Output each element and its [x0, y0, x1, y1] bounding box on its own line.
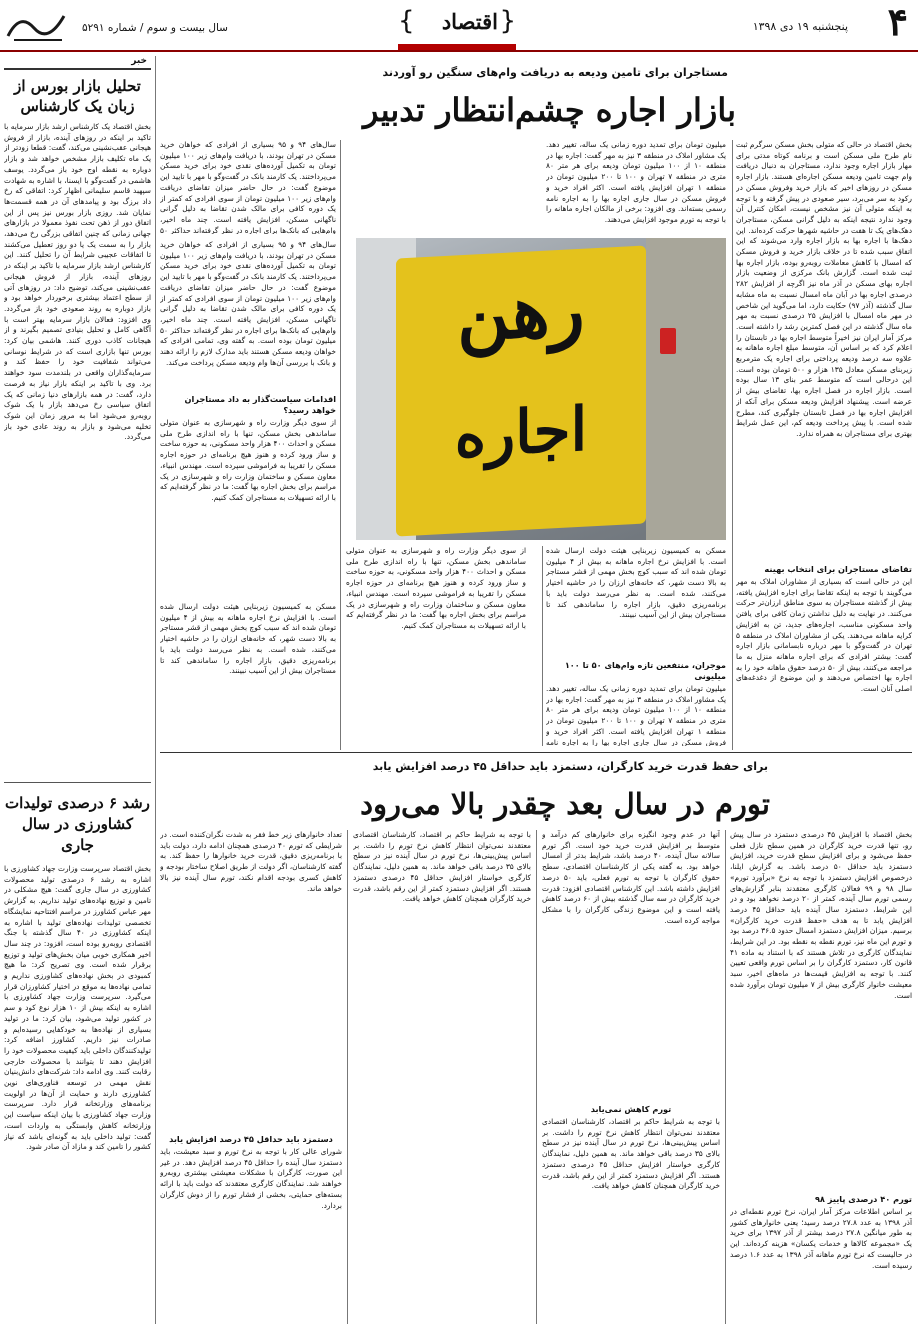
logo: [4, 6, 72, 44]
inflation-col-1-text-b: بر اساس اطلاعات مرکز آمار ایران، نرخ تورم نقطه‌ای در آذر ۱۳۹۸ به عدد ۲۷.۸ درصد رسید؛ یعنی خانوارهای کشور به طور میانگین ۲۷.۸ درصد بیشتر از آذر ۱۳۹۷ برای خرید یک «مجموعه کالاها و خدمات یکسان» هزینه کرده‌اند. این در حالیست که نرخ تورم ماهانه آذر ۱۳۹۸ به عدد ۱.۶ درصد رسیده است.: [730, 1207, 912, 1270]
inflation-col-1-text: بخش اقتصاد با افزایش ۴۵ درصدی دستمزد در سال پیش رو، تنها قدرت خرید کارگران در همین سطح نازل فعلی حفظ می‌شود و برای افزایش سطح قدرت خرید، افزایش دستمزد باید حداقل ۵۰ درصد باشد. به گزارش ایلنا، درخصوص افزایش دستمزد با توجه به نرخ «برآورد تورم» سال ۹۸ و ۹۹ فعالان کارگری معتقدند بنابر گزارش‌های رسمی تورم سال آینده، کمتر از ۲۰ درصد نخواهد بود و در این شرایط، دستمزد سال آینده باید حداقل ۴۵ درصد افزایش یابد تا به هدف «حفظ قدرت خرید کارگران» برسیم. میزان افزایش دستمزد امسال حدود ۳۶.۵ درصد بود و تورم این ماه نیز، تورم نقطه به نقطه بود. در این شرایط، نمایندگان کارگری در تلاش هستند که با استناد به ماده ۴۱ قانون کار، دستمزد کارگران را بر اساس تورم واقعی تعیین کنند. با توجه به افزایش قیمت‌ها در ماه‌های اخیر، سبد معیشت خانوار کارگری بیش از ۷ میلیون تومان برآورد شده است.: [730, 830, 912, 1000]
rent-col-3-top-text: میلیون تومان برای تمدید دوره زمانی یک ساله، تغییر دهد. یک مشاور املاک در منطقه ۳ نیز به مهر گفت: اجاره بها در منطقه ۱۰ از ۱۰۰ میلیون تومان ودیعه برای هر متر ۸۰ متری در منطقه ۷ تهران و ۱۰۰ تا ۲۰۰ میلیون تومان در منطقه ۱ تهران افزایش یافته است. اکثر افراد خرید و فروش مسکن در سال جاری اجاره بها را به اجاره نامه رسمی بسته‌اند. وی افزود: برخی از مالکان اجاره ماهانه را با توجه به تورم موجود افزایش می‌دهند.: [546, 140, 726, 224]
inflation-col-3: [353, 830, 531, 1324]
rent-col-2-mid-text: سال‌های ۹۴ و ۹۵ بسیاری از افرادی که خواهان خرید مسکن در تهران بودند، با دریافت وام‌های زیر ۱۰۰ میلیون تومان به تکمیل آورده‌های نقدی خود برای خرید مسکن می‌پرداختند. یک کارمند بانک در گفت‌وگو با مهر با تایید این موضوع گفت: در حال حاضر میزان تقاضای دریافت وام‌های زیر ۱۰۰ میلیون تومان از سوی افرادی که کمتر از یک دوره کافی برای مالک شدن تقاضا به دلیل گرانی ناگهانی مسکن، افزایش یافته است. چند ماه اخیر، وام‌هایی که بانک‌ها برای اجاره در نظر گرفته‌اند حداکثر ۵۰ میلیون تومان بوده است. به گفته وی، تمامی افرادی که خواهان ودیعه مسکن هستند باید مدارک لازم را ارائه دهند و بانک با بررسی آن‌ها وام ودیعه مسکن پرداخت می‌کند.: [160, 240, 336, 367]
rent-col-2-text-c: مسکن به کمیسیون زیربنایی هیئت دولت ارسال شده است. با افزایش نرخ اجاره ماهانه به بیش از ۴ میلیون تومان شده اند که سبب کوچ بخش مهمی از قشر مستاجر به بالا دست شهر، که خانه‌های ارزان را در حاشیه اختیار می‌کنند، شده است. به نظر می‌رسد دولت باید با برنامه‌ریزی دقیق، بازار اجاره را ساماندهی کند تا مستاجران بیش از این آسیب نبینند.: [160, 602, 336, 676]
issue-date: پنجشنبه ۱۹ دی ۱۳۹۸: [752, 20, 848, 33]
section-bracket-right: {: [499, 6, 516, 36]
rent-col-2-text: سال‌های ۹۴ و ۹۵ بسیاری از افرادی که خواهان خرید مسکن در تهران بودند، با دریافت وام‌های زیر ۱۰۰ میلیون تومان به تکمیل آورده‌های نقدی خود برای خرید مسکن می‌پرداختند. یک کارمند بانک در گفت‌وگو با مهر با تایید این موضوع گفت: در حال حاضر میزان تقاضای دریافت وام‌های زیر ۱۰۰ میلیون تومان از سوی افرادی که کمتر از یک دوره کافی برای مالک شدن تقاضا به دلیل گرانی ناگهانی مسکن، افزایش یافته است. چند ماه اخیر، وام‌هایی که بانک‌ها برای اجاره در نظر گرفته‌اند حداکثر ۵۰: [160, 140, 336, 234]
rent-col-divider-3: [542, 546, 543, 746]
left-column: [4, 56, 151, 1324]
left-divider: [4, 782, 151, 783]
agri-article-title: رشد ۶ درصدی تولیدات کشاورزی در سال جاری: [5, 794, 150, 854]
left-column-divider: [155, 56, 156, 1324]
rent-col-3-bottom: [546, 546, 726, 746]
rent-sign-text-1: رهن: [457, 265, 585, 358]
rent-col-3-subhead: موجران، منتفعین تازه وام‌های ۵۰ تا ۱۰۰ میلیونی: [564, 660, 726, 681]
articles-divider: [160, 752, 912, 753]
inflation-col-divider-2: [536, 830, 537, 1324]
rent-col-4-bottom-text: از سوی دیگر وزارت راه و شهرسازی به عنوان متولی ساماندهی بخش مسکن، تنها با راه اندازی طرح ملی مسکن و احداث ۴۰۰ هزار واحد مسکونی، به حوزه ساخت و ساز ورود کرده و هنوز هیچ برنامه‌ای در حوزه اجاره مسکن را تقریبا به فراموشی سپرده است. مهندس انبیاء، معاون مسکن و ساختمان وزارت راه و شهرسازی در یک مراسم برای بخش اجاره بها گفت: ما در نظر گرفته‌ایم که با ارائه تسهیلات به مستاجران کمک کنیم.: [346, 546, 526, 630]
inflation-col-2-text: آنها در عدم وجود انگیزه برای خانوارهای کم درآمد و متوسط بر افزایش قدرت خرید خود است. اگر تورم سالانه سال آینده، ۴۰ درصد باشد، شرایط بدتر از امسال خواهد بود. به گفته یکی از کارشناسان اقتصادی، سطح حقوق کارگران با توجه به تورم فعلی، باید ۵۰ درصد افزایش داشته باشد. این کارشناس اقتصادی افزود: قدرت خرید کارگران در سه سال گذشته بیش از ۶۰ درصد کاهش یافته است و این موضوع زندگی کارگران را با مشکل مواجه کرده است.: [542, 830, 720, 925]
inflation-col-divider-1: [725, 830, 726, 1324]
rent-col-2-text-b: از سوی دیگر وزارت راه و شهرسازی به عنوان متولی ساماندهی بخش مسکن، تنها با راه اندازی طرح ملی مسکن و احداث ۴۰۰ هزار واحد مسکونی، به حوزه ساخت و ساز ورود کرده و هنوز هیچ برنامه‌ای در حوزه اجاره مسکن را تقریبا به فراموشی سپرده است. مهندس انبیاء، معاون مسکن و ساختمان وزارت راه و شهرسازی در یک مراسم برای بخش اجاره بها گفت: ما در نظر گرفته‌ایم که با ارائه تسهیلات به مستاجران کمک کنیم.: [160, 418, 336, 502]
agri-article-body: بخش اقتصاد سرپرست وزارت جهاد کشاورزی با اشاره به رشد ۶ درصدی تولید محصولات کشاورزی در سال جاری گفت: هیچ مشکلی در تامین و توزیع نهاده‌های تولید نداریم. به گزارش مهر عباس کشاورز در مراسم افتتاحیه نمایشگاه تخصصی تولیدات نهاده‌های تولید با اشاره به اینکه کشاورزی در ۴۰ سال گذشته با جنگ اقتصادی روبه‌رو بوده است، افزود: در چند سال اخیر همکاری خوبی میان بخش‌های تولید و توزیع برقرار شده است. وی تصریح کرد: ما هیچ کمبودی در بخش نهاده‌های کشاورزی نداریم و تمامی نهاده‌ها به موقع در اختیار کشاورزان قرار می‌گیرد. سرپرست وزارت جهاد کشاورزی با اشاره به اینکه بیش از ۱۰ هزار نوع کود و سم در کشور تولید می‌شود، بیان کرد: ما در تولید بسیاری از نهاده‌ها به خودکفایی رسیده‌ایم و صادرات نیز داریم. کشاورز اضافه کرد: تولیدکنندگان داخلی باید کیفیت محصولات خود را افزایش دهند تا بتوانند با محصولات خارجی رقابت کنند. وی ادامه داد: شرکت‌های دانش‌بنیان نقش مهمی در توسعه فناوری‌های نوین کشاورزی دارند و حمایت از آن‌ها در اولویت برنامه‌های وزارتخانه قرار دارد. سرپرست وزارت جهاد کشاورزی با بیان اینکه سیاست این وزارتخانه کاهش وابستگی به واردات است، گفت: تولید داخلی باید به گونه‌ای باشد که نیاز کشور را تامین کند و مازاد آن صادر شود.: [4, 864, 151, 1152]
page-number: ۴: [887, 0, 908, 44]
rent-col-3-bottom-text: مسکن به کمیسیون زیربنایی هیئت دولت ارسال شده است. با افزایش نرخ اجاره ماهانه به بیش از ۴ میلیون تومان شده اند که سبب کوچ بخش مهمی از قشر مستاجر به بالا دست شهر، که خانه‌های ارزان را در حاشیه اختیار می‌کنند، شده است. به نظر می‌رسد دولت باید با برنامه‌ریزی دقیق، بازار اجاره را ساماندهی کند تا مستاجران بیش از این آسیب نبینند.: [546, 546, 726, 620]
bourse-article-title: تحلیل بازار بورس از زبان یک کارشناس: [14, 77, 141, 115]
inflation-col-divider-3: [347, 830, 348, 1324]
inflation-col-2: [542, 830, 720, 1324]
rent-col-2-mid: [160, 240, 336, 745]
bourse-article-body: بخش اقتصاد یک کارشناس ارشد بازار سرمایه با تاکید بر اینکه در روزهای آینده، بازار از فروش هیجانی عقب‌نشینی می‌کند، گفت: قطعا زودتر از یک ماه تکلیف بازار مشخص خواهد شد و بازار دوباره به نقطه اوج خود باز می‌گردد. یوسف هاشمی در گفت‌وگو با ایسنا، با اشاره به شهادت سپهبد قاسم سلیمانی اظهار کرد: اتفاقی که رخ داد برزگ بود و پیامدهای آن در همه قسمت‌ها نمایان شد. روزی بازار بورس نیز پس از این اتفاق دور از ذهن تحت نفوذ معمولا در بازارهای جهانی زمانی که چنین اتفاقی بزرگی رخ می‌دهد، بازار را به سمت یک یا دو روز تعطیل می‌کشند تا اتفاقات عجیبی شرایط آن را تحلیل کنند. این کارشناس ارشد بازار سرمایه با تاکید بر اینکه در روزهای آینده، بازار از فروش هیجانی عقب‌نشینی می‌کند، توضیح داد: در روزهای آتی از سطح اعتماد بیشتری برخوردار خواهد بود و بازار دوباره به روند صعودی خود باز می‌گردد. وی افزود: فعالان بازار سرمایه بهتر است با آگاهی کامل و تحلیل بنیادی تصمیم بگیرند و از هیجانات کاذب دوری کنند. هاشمی بیان کرد: بورس تنها بازاری است که در شرایط نوسانی می‌تواند شفافیت خود را حفظ کند و سرمایه‌گذاران واقعی در بلندمدت سود خواهند برد. وی با تاکید بر اینکه بازار نیاز به فرصت دارد، گفت: در همه بازارهای دنیا زمانی که یک اتفاق سیاسی رخ می‌دهد بازار با یک شوک روبه‌رو می‌شود اما به مرور زمان این شوک تخلیه می‌شود و بازار به روند عادی خود باز می‌گردد.: [4, 122, 151, 442]
inflation-article-kicker: برای حفظ قدرت خرید کارگران، دستمزد باید حداقل ۴۵ درصد افزایش یابد: [372, 760, 768, 773]
rent-col-1-text-b: این در حالی است که بسیاری از مشاوران املاک به مهر می‌گویند با توجه به اینکه تقاضا برای اجاره افزایش یافته، بیش از گذشته مستاجران به سوی مناطق ارزان‌تر حرکت می‌کنند. در نهایت به دلیل نداشتن زمان کافی برای یافتن واحد مسکونی مناسب، اجاره‌های جدید، تن به افزایش کرایه ماهانه می‌دهند. یکی از مشاوران املاک در منطقه ۵ تهران در گفت‌وگو با مهر درباره نابسامانی بازار اجاره گفت: بیشتر افرادی که برای اجاره ماهانه منزل به ما مراجعه می‌کنند، بیش از ۵۰ درصد حقوق ماهانه خود را به اجاره بها اختصاص می‌دهند و این موضوع از دغدغه‌های اصلی آنان است.: [736, 577, 912, 694]
inflation-col-4-text: تعداد خانوارهای زیر خط فقر به شدت نگران‌کننده است. در شرایطی که تورم ۴۰ درصدی همچنان ادامه دارد، دولت باید با برنامه‌ریزی دقیق، قدرت خرید خانوارها را حفظ کند. به گفته کارشناسان، اگر دولت از طریق اصلاح ساختار بودجه و کاهش کسری بودجه اقدام نکند، تورم سال آینده نیز بالا خواهد ماند.: [160, 830, 342, 893]
section-underline: [398, 44, 516, 50]
rent-col-2: [160, 140, 336, 234]
rent-col-divider-1: [732, 140, 733, 750]
rent-sign: [396, 245, 646, 536]
issue-number: سال بیست و سوم / شماره ۵۲۹۱: [82, 22, 228, 34]
rent-sign-text-2: اجاره: [454, 394, 588, 472]
rent-photo-fixture: [660, 328, 676, 354]
section-bracket-left: }: [398, 6, 415, 36]
rent-photo-wall-panel: [646, 238, 726, 540]
inflation-col-4-subhead: دستمزد باید حداقل ۴۵ درصد افزایش یابد: [169, 1134, 333, 1144]
rent-photo: [356, 238, 726, 540]
rent-col-2-subhead: اقدامات سیاست‌گذار به داد مستاجران خواهد رسید؟: [184, 394, 336, 415]
section-title: اقتصاد: [441, 9, 498, 34]
rent-col-3-top: [546, 140, 726, 234]
rent-col-1-text: بخش اقتصاد در حالی که متولی بخش مسکن سرگرم ثبت نام طرح ملی مسکن است و برنامه کوتاه مدتی برای مهار بازار اجاره وجود ندارد، مستاجران به دنبال دریافت وام جهت تامین ودیعه مسکن اجاره‌ای هستند. بازار اجاره مسکن در روزهای اخیر که بازار خرید وفروش مسکن در رکود به سر می‌برد، سیر صعودی در پیش گرفته و با توجه به اینکه متولی آن نیز مشخص نیست، امکان کنترل آن وجود ندارد نتیجه اینکه به دلیل گرانی مسکن، مستاجران دهک‌های یک تا هفت در حاشیه شهرها حرکت کرده‌اند. این دهک‌ها با اجاره بها به بازار اجاره وارد می‌شوند که این اتفاق سبب شده تا در خلاف بازار خرید و فروش مسکن که امسال با کاهش معاملات روبه‌رو بوده، بازار اجاره بها ثبت شده است. گزارش بانک مرکزی از وضعیت بازار اجاره بهای مسکن در آذر ماه نیز اگرچه از افزایش ۲۸۲ درصدی اجاره بها در آبان ماه امسال نسبت به ماه مشابه سال گذشته (آذر ۹۷) حکایت دارد، اما می‌گوید این شاخص در مهر ماه امسال با افزایش ۲۵ درصدی نسبت به مهر ماه سال گذشته در این فصل کمترین رشد را داشته است. مرکز آمار ایران نیز اخیراً متوسط اجاره بها در تابستان را اعلام کرد که بر اساس آن، متوسط مبلغ اجاره ماهانه به علاوه سه درصد ودیعه پرداختی برای اجاره یک مترمربع زیربنای مسکن معادل ۱۳۵ هزار و ۵۰۰ تومان بوده است. این درحالی است که متوسط عمر بنای ۱۳ سال بوده است. بازار اجاره در فصل اجاره بها، تقاضای بیش از عرضه است. پیشنهاد افزایش ودیعه مسکن برای آنکه از افزایش اجاره بها در فصل تابستان جلوگیری کند، مطرح شده است. با پیش پرداخت ودیعه کم، این عمل شرایط بهتری برای مستاجران به همراه ندارد.: [736, 140, 912, 438]
logo-mark: [4, 6, 72, 44]
rent-col-4-bottom: [346, 546, 526, 746]
section-header: [398, 6, 516, 40]
rent-col-1: [736, 140, 912, 750]
inflation-col-3-text: با توجه به شرایط حاکم بر اقتصاد، کارشناسان اقتصادی معتقدند نمی‌توان انتظار کاهش نرخ تورم را داشت. بر اساس پیش‌بینی‌ها، نرخ تورم در سال آینده نیز در سطح بالای ۳۵ درصد باقی خواهد ماند. به همین دلیل، نمایندگان کارگری خواستار افزایش حداقل ۴۵ درصدی دستمزد هستند. اگر افزایش دستمزد کمتر از این رقم باشد، قدرت خرید کارگران همچنان کاهش خواهد یافت.: [353, 830, 531, 904]
inflation-col-1: [730, 830, 912, 1324]
masthead-rule: [0, 50, 918, 52]
rent-article-title: بازار اجاره چشم‌انتظار تدبیر: [363, 91, 736, 129]
rent-col-divider-2: [340, 140, 341, 750]
rent-col-1-subhead: تقاضای مستاجران برای انتخاب بهینه: [764, 564, 912, 574]
inflation-col-1-subhead: تورم ۴۰ درصدی پاییز ۹۸: [814, 1194, 912, 1204]
inflation-col-4: [160, 800, 342, 1324]
rent-article-kicker: مستاجران برای تامین ودیعه به دریافت وام‌های سنگین رو آوردند: [382, 66, 728, 79]
news-label-rule: [4, 68, 151, 70]
inflation-col-2-subhead: تورم کاهش نمی‌یابد: [590, 1104, 672, 1114]
rent-col-3-bottom-text-b: میلیون تومان برای تمدید دوره زمانی یک ساله، تغییر دهد. یک مشاور املاک در منطقه ۳ نیز به مهر گفت: اجاره بها در منطقه ۱۰ از ۱۰۰ میلیون تومان ودیعه برای هر متر ۸۰ متری در منطقه ۷ تهران و ۱۰۰ تا ۲۰۰ میلیون تومان در منطقه ۱ تهران افزایش یافته است. اکثر افراد خرید و فروش مسکن در سال جاری اجاره بها را به اجاره نامه: [546, 684, 726, 746]
inflation-col-4-text-b: شورای عالی کار با توجه به نرخ تورم و سبد معیشت، باید دستمزد سال آینده را حداقل ۴۵ درصد افزایش دهد. در غیر این صورت، کارگران با مشکلات معیشتی بیشتری روبه‌رو خواهند شد. نمایندگان کارگری معتقدند که دولت باید با ارائه بسته‌های حمایتی، بخشی از فشار تورم را از دوش کارگران بردارد.: [160, 1147, 342, 1210]
inflation-col-2-text-b: با توجه به شرایط حاکم بر اقتصاد، کارشناسان اقتصادی معتقدند نمی‌توان انتظار کاهش نرخ تورم را داشت. بر اساس پیش‌بینی‌ها، نرخ تورم در سال آینده نیز در سطح بالای ۳۵ درصد باقی خواهد ماند. به همین دلیل، نمایندگان کارگری خواستار افزایش حداقل ۴۵ درصدی دستمزد هستند. اگر افزایش دستمزد کمتر از این رقم باشد، قدرت خرید کارگران همچنان کاهش خواهد یافت.: [542, 1117, 720, 1191]
inflation-article-title: تورم در سال بعد چقدر بالا می‌رود: [360, 787, 770, 821]
news-label: خبر: [131, 56, 147, 66]
